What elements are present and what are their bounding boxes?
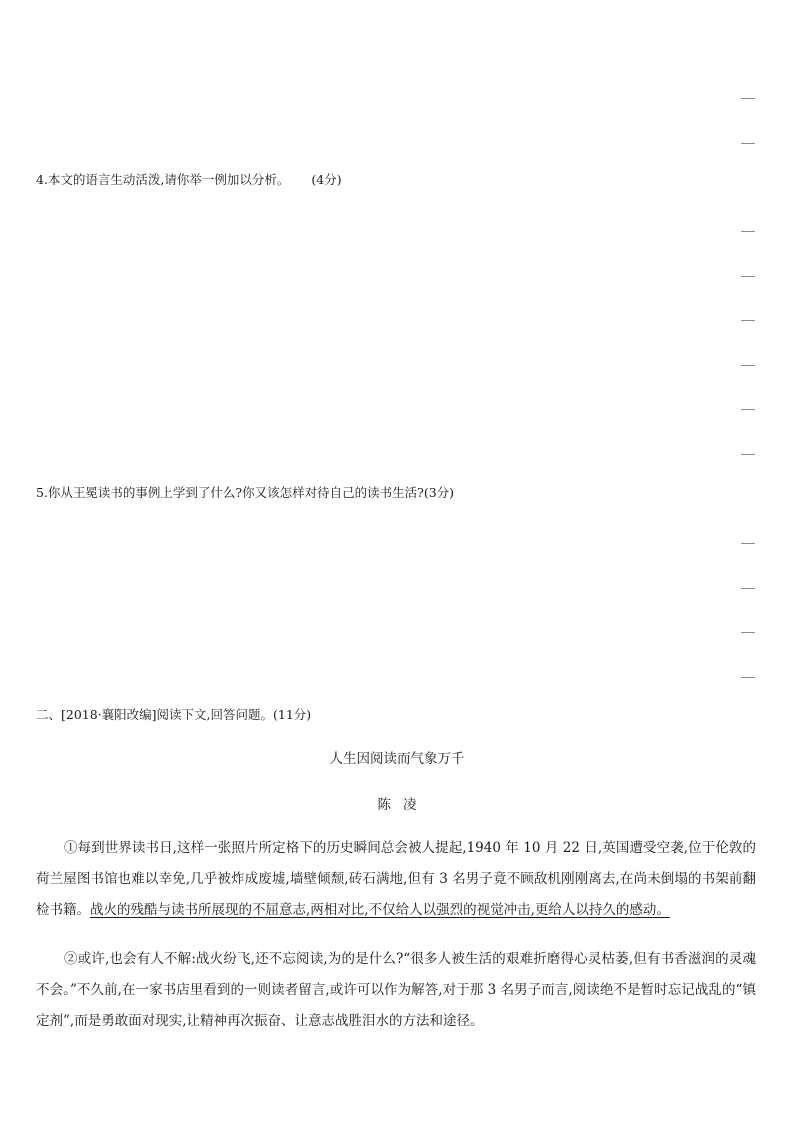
paragraph-1 [36,833,756,926]
answer-line-mark [741,409,755,410]
article-title: 人生因阅读而气象万千 [329,751,465,767]
answer-line-mark [741,588,755,589]
answer-line-mark [741,231,755,232]
paragraph-2 [36,944,756,1037]
question-4-score: (4分) [311,172,342,187]
question-4 [36,172,342,188]
answer-line-mark [741,543,755,544]
question-4-text: 4.本文的语言生动活泼,请你举一例加以分析。 [36,172,290,187]
answer-line-mark [741,365,755,366]
answer-line-mark [741,143,755,144]
answer-line-mark [741,632,755,633]
answer-line-mark [741,98,755,99]
article-author: 陈凌 [377,797,429,813]
section-heading: 二、[2018·襄阳改编]阅读下文,回答问题。(11分) [36,707,312,722]
paragraph-1-underlined: 战火的残酷与读书所展现的不屈意志,两相对比,不仅给人以强烈的视觉冲击,更给人以持久的感动。 [90,902,670,918]
paragraph-1-text: ①每到世界读书日,这样一张照片所定格下的历史瞬间总会被人提起,1940 年 10 月 22 日,英国遭受空袭,位于伦敦的荷兰屋图书馆也难以幸免,几乎被炸成废墟,墙壁倾颓,砖石满地,但有 3 名男子竟不顾敌机刚刚离去,在尚未倒塌的书架前翻检书籍。 [36,840,756,918]
paragraph-2-text: ②或许,也会有人不解:战火纷飞,还不忘阅读,为的是什么?“很多人被生活的艰难折磨得心灵枯萎,但有书香滋润的灵魂不会。”不久前,在一家书店里看到的一则读者留言,或许可以作为解答,对于那 3 名男子而言,阅读绝不是暂时忘记战乱的“镇定剂”,而是勇敢面对现实,让精神再次振奋、让意志战胜泪水的方法和途径。 [36,951,756,1029]
question-5 [36,485,454,501]
answer-line-mark [741,454,755,455]
question-5-text: 5.你从王冕读书的事例上学到了什么?你又该怎样对待自己的读书生活?(3分) [36,485,455,500]
answer-line-mark [741,320,755,321]
answer-line-mark [741,677,755,678]
answer-line-mark [741,276,755,277]
